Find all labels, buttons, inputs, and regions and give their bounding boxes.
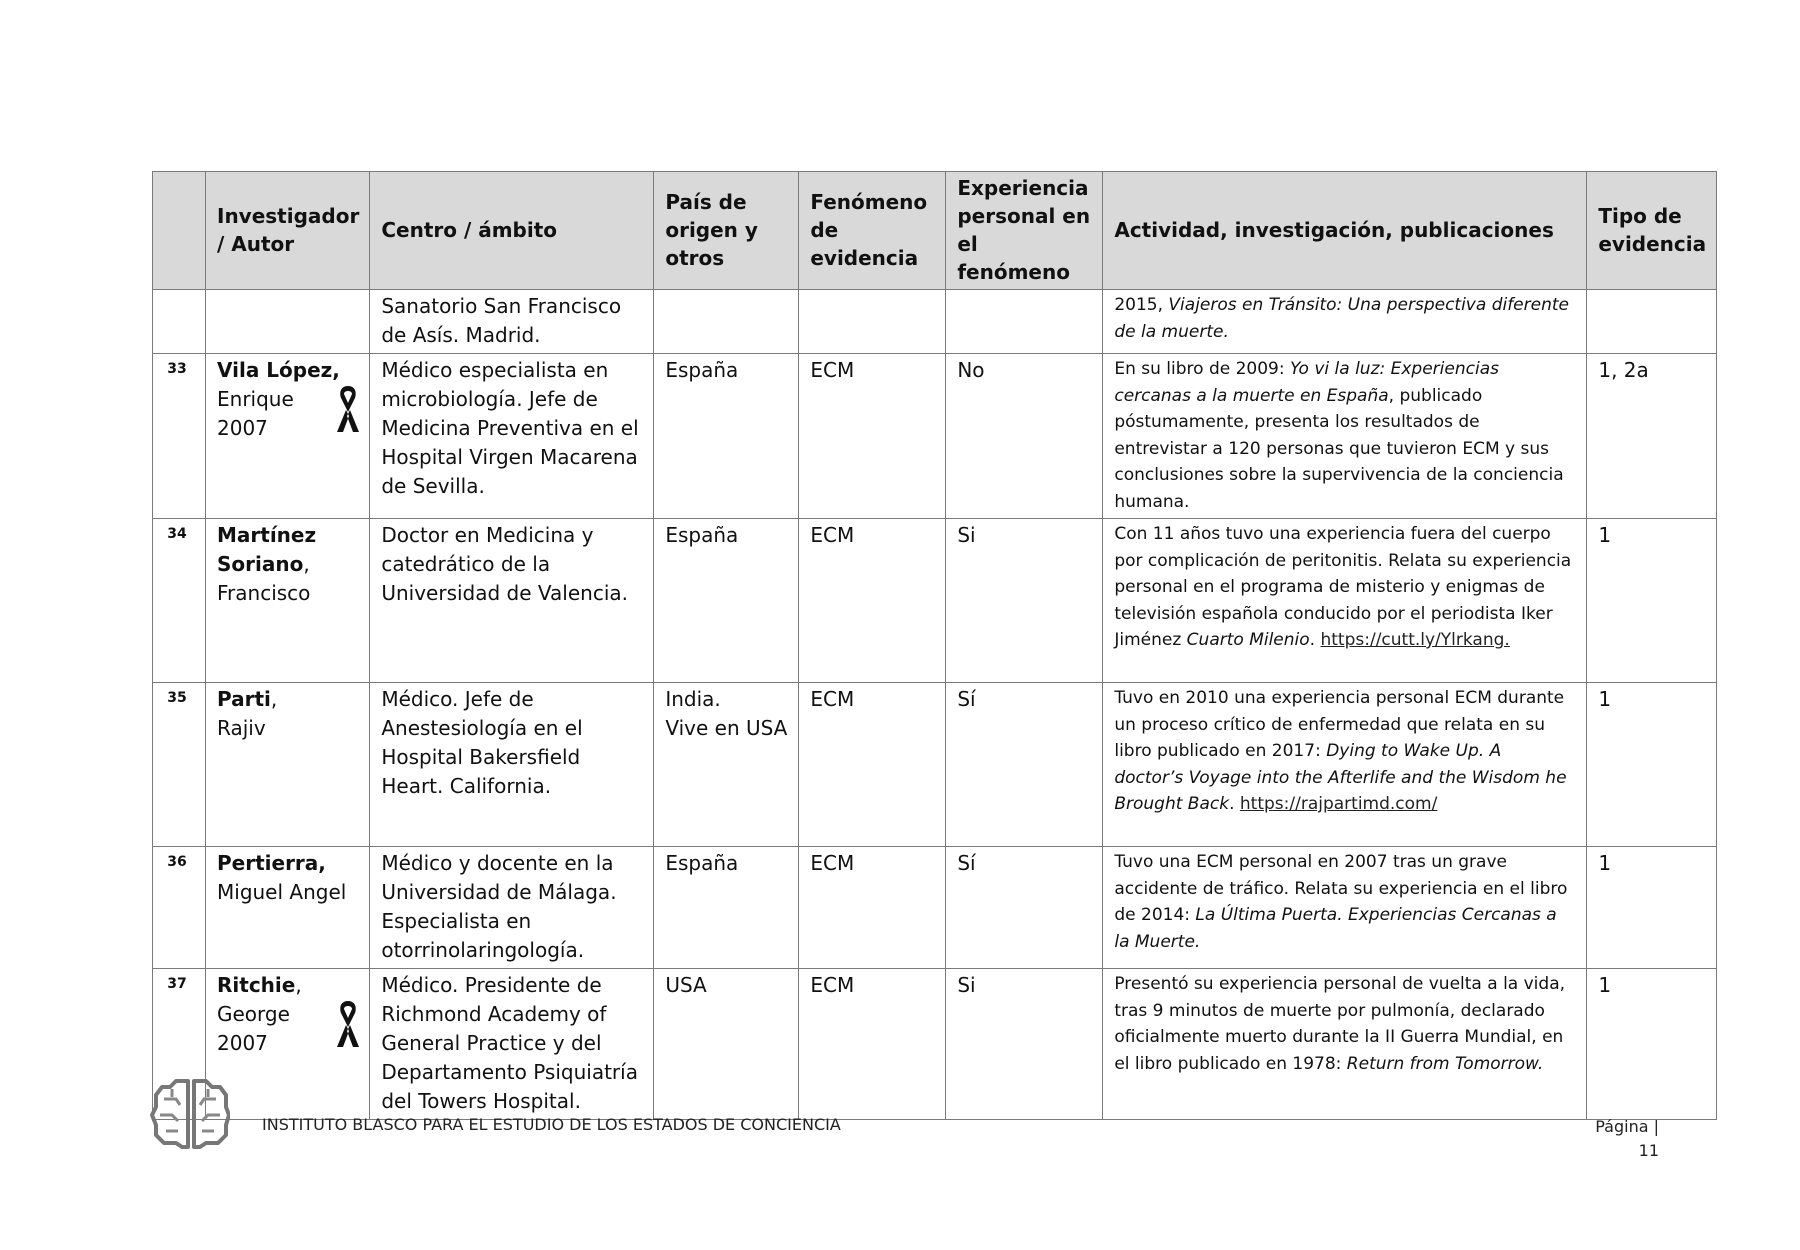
personal-experience-cell: Si [946, 519, 1103, 683]
evidence-type-cell: 1 [1587, 519, 1717, 683]
author-given-name: George [217, 1002, 290, 1026]
author-cell [206, 847, 370, 969]
header-author: Investigador / Autor [206, 172, 370, 290]
personal-experience-cell: Sí [946, 683, 1103, 847]
table-row [153, 969, 1717, 1120]
activity-cell [1103, 847, 1587, 969]
author-surname: Pertierra, [217, 851, 326, 875]
center-cell: Doctor en Medicina y catedrático de la Universidad de Valencia. [370, 519, 654, 683]
reference-link[interactable]: https://rajpartimd.com/ [1239, 794, 1438, 814]
personal-experience-cell: No [946, 354, 1103, 519]
author-surname: Martínez Soriano [217, 523, 317, 576]
author-cell [206, 519, 370, 683]
table-row-continuation [153, 290, 1717, 354]
activity-cell [1103, 519, 1587, 683]
header-number [153, 172, 206, 290]
book-title: Yo vi la luz: Experiencias cercanas a la muerte en España [1114, 359, 1499, 406]
surname-comma: , [295, 973, 302, 997]
activity-text: . [1229, 794, 1240, 814]
header-center: Centro / ámbito [370, 172, 654, 290]
table-body [153, 290, 1717, 1120]
activity-text: En su libro de 2009: [1114, 359, 1291, 379]
row-number: 33 [153, 354, 206, 519]
continuation-center-cell: Sanatorio San Francisco de Asís. Madrid. [370, 290, 654, 354]
author-cell [206, 354, 370, 519]
activity-text: Tuvo en 2010 una experiencia personal ECM durante un proceso crítico de enfermedad que relata en su libro publicado en 2017: [1114, 688, 1565, 761]
author-given-name: Enrique [217, 387, 294, 411]
continuation-activity-cell [1103, 290, 1587, 354]
evidence-type-cell: 1 [1587, 969, 1717, 1120]
author-death-year: 2007 [217, 416, 268, 440]
center-cell: Médico. Presidente de Richmond Academy of General Practice y del Departamento Psiquiatría del Towers Hospital. [370, 969, 654, 1120]
author-given-name: Francisco [217, 581, 311, 605]
country-cell: España [654, 354, 799, 519]
continuation-phenomenon-cell [799, 290, 946, 354]
table-header-row [153, 172, 1717, 290]
activity-text: , publicado póstumamente, presenta los resultados de entrevistar a 120 personas que tuvieron ECM y sus conclusiones sobre la supervivencia de la conciencia humana. [1114, 385, 1564, 512]
row-number: 36 [153, 847, 206, 969]
surname-comma: , [303, 552, 310, 576]
row-number: 37 [153, 969, 206, 1120]
author-surname: Ritchie [217, 973, 296, 997]
personal-experience-cell: Sí [946, 847, 1103, 969]
page-label: Página | [1595, 1117, 1659, 1136]
continuation-experience-cell [946, 290, 1103, 354]
table-row [153, 519, 1717, 683]
phenomenon-cell: ECM [799, 519, 946, 683]
author-cell [206, 683, 370, 847]
author-surname: Vila López, [217, 358, 340, 382]
table-row [153, 683, 1717, 847]
activity-text: Con 11 años tuvo una experiencia fuera del cuerpo por complicación de peritonitis. Relata su experiencia personal en el programa de misterio y enigmas de televisión española conducido por el periodista Iker Jiménez [1114, 524, 1572, 650]
activity-cell [1103, 969, 1587, 1120]
author-surname: Parti [217, 687, 271, 711]
book-title: Viajeros en Tránsito: Una perspectiva diferente de la muerte. [1114, 295, 1569, 342]
center-cell: Médico. Jefe de Anestesiología en el Hospital Bakersfield Heart. California. [370, 683, 654, 847]
activity-cell [1103, 683, 1587, 847]
phenomenon-cell: ECM [799, 354, 946, 519]
header-evidence-type: Tipo de evidencia [1587, 172, 1717, 290]
table-row [153, 354, 1717, 519]
phenomenon-cell: ECM [799, 969, 946, 1120]
activity-cell [1103, 354, 1587, 519]
table-row [153, 847, 1717, 969]
row-number: 34 [153, 519, 206, 683]
continuation-country-cell [654, 290, 799, 354]
author-given-name: Rajiv [217, 716, 266, 740]
activity-text: . [1309, 630, 1321, 650]
mourning-ribbon-icon [335, 384, 361, 434]
country-cell: España [654, 847, 799, 969]
activity-text: Tuvo una ECM personal en 2007 tras un grave accidente de tráfico. Relata su experiencia en el libro de 2014: [1114, 852, 1568, 925]
book-title: La Última Puerta. Experiencias Cercanas a la Muerte. [1114, 905, 1557, 952]
country-cell: USA [654, 969, 799, 1120]
activity-text: 2015, [1114, 295, 1169, 315]
personal-experience-cell: Si [946, 969, 1103, 1120]
reference-link[interactable]: https://cutt.ly/Ylrkang. [1320, 630, 1510, 650]
country-cell: India. Vive en USA [654, 683, 799, 847]
author-death-year: 2007 [217, 1031, 268, 1055]
header-phenomenon: Fenómeno de evidencia [799, 172, 946, 290]
footer-institute-name: INSTITUTO BLASCO PARA EL ESTUDIO DE LOS ESTADOS DE CONCIENCIA [262, 1115, 841, 1134]
continuation-author-cell [206, 290, 370, 354]
center-cell: Médico y docente en la Universidad de Málaga. Especialista en otorrinolaringología. [370, 847, 654, 969]
header-activity: Actividad, investigación, publicaciones [1103, 172, 1587, 290]
header-country: País de origen y otros [654, 172, 799, 290]
author-cell [206, 969, 370, 1120]
phenomenon-cell: ECM [799, 683, 946, 847]
continuation-type-cell [1587, 290, 1717, 354]
center-cell: Médico especialista en microbiología. Jefe de Medicina Preventiva en el Hospital Virgen Macarena de Sevilla. [370, 354, 654, 519]
book-title: Dying to Wake Up. A doctor’s Voyage into the Afterlife and the Wisdom he Brought Back [1114, 741, 1567, 814]
brain-logo-icon [150, 1075, 230, 1150]
evidence-type-cell: 1 [1587, 847, 1717, 969]
mourning-ribbon-icon [335, 999, 361, 1049]
researchers-table [152, 171, 1717, 1120]
book-title: Return from Tomorrow. [1346, 1053, 1544, 1074]
row-number: 35 [153, 683, 206, 847]
evidence-type-cell: 1 [1587, 683, 1717, 847]
author-given-name: Miguel Angel [217, 880, 347, 904]
phenomenon-cell: ECM [799, 847, 946, 969]
surname-comma: , [270, 687, 278, 711]
page-indicator [1595, 1115, 1659, 1163]
page-number: 11 [1638, 1141, 1659, 1160]
activity-text: Presentó su experiencia personal de vuelta a la vida, tras 9 minutos de muerte por pulmonía, declarado oficialmente muerto durante la II Guerra Mundial, en el libro publicado en 1978: [1114, 974, 1566, 1074]
evidence-type-cell: 1, 2a [1587, 354, 1717, 519]
continuation-num-cell [153, 290, 206, 354]
header-personal-experience: Experiencia personal en el fenómeno [946, 172, 1103, 290]
country-cell: España [654, 519, 799, 683]
book-title: Cuarto Milenio [1186, 630, 1310, 650]
